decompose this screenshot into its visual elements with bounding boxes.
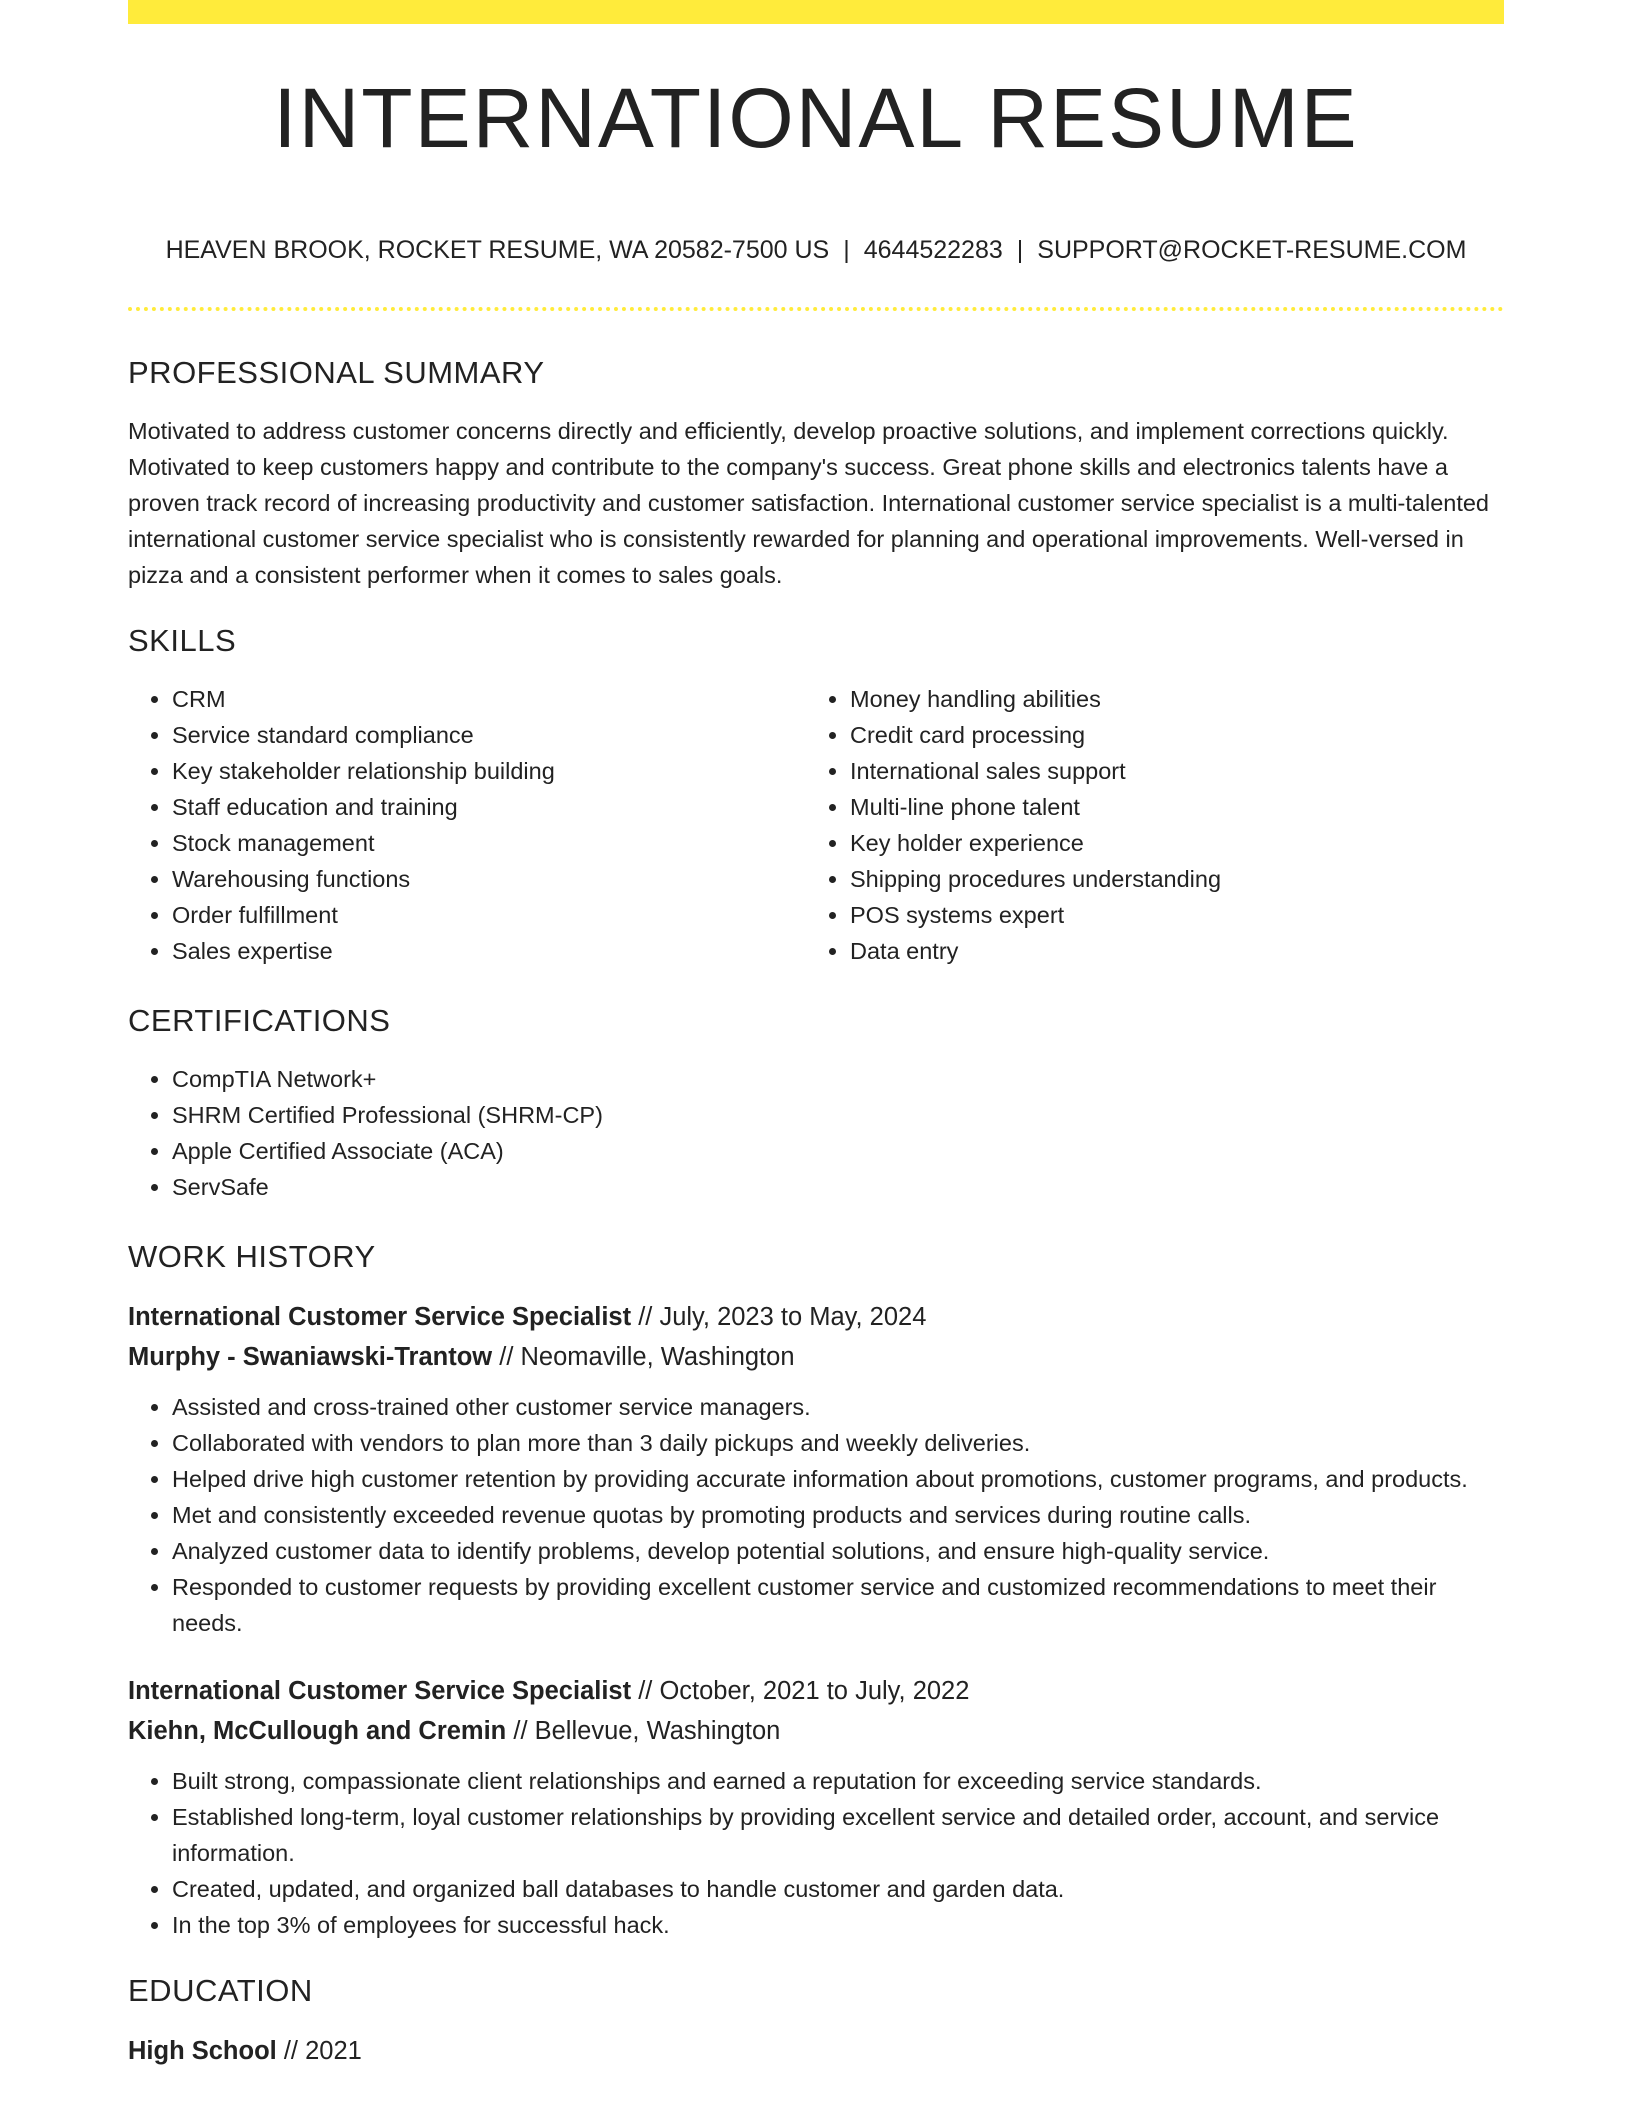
certifications-list xyxy=(128,1061,1504,1205)
job-entry xyxy=(128,1671,1504,1943)
job-dates: // July, 2023 to May, 2024 xyxy=(638,1303,927,1331)
certification-item: • Apple Certified Associate (ACA) xyxy=(172,1133,1504,1169)
job-company-line xyxy=(128,1711,1504,1751)
skill-item: • Data entry xyxy=(850,933,1484,969)
section-title-education: EDUCATION xyxy=(128,1973,313,2008)
resume-content xyxy=(128,355,1504,2071)
skill-item: • Shipping procedures understanding xyxy=(850,861,1484,897)
skills-columns xyxy=(128,681,1504,969)
contact-separator: | xyxy=(1016,236,1024,264)
job-bullet: • Collaborated with vendors to plan more than 3 daily pickups and weekly deliveries. xyxy=(172,1425,1504,1461)
skill-item: • International sales support xyxy=(850,753,1484,789)
contact-email: SUPPORT@ROCKET-RESUME.COM xyxy=(1037,236,1467,264)
certification-item: • SHRM Certified Professional (SHRM-CP) xyxy=(172,1097,1504,1133)
job-bullets xyxy=(128,1763,1504,1943)
job-bullet: • Met and consistently exceeded revenue quotas by promoting products and services during routine calls. xyxy=(172,1497,1504,1533)
summary-section xyxy=(128,355,1504,593)
job-role: International Customer Service Specialist xyxy=(128,1677,632,1705)
skill-item: • Credit card processing xyxy=(850,717,1484,753)
education-entry xyxy=(128,2031,1504,2071)
job-location: // Neomaville, Washington xyxy=(499,1343,795,1371)
skill-item: • Multi-line phone talent xyxy=(850,789,1484,825)
contact-line xyxy=(128,236,1504,265)
job-company: Kiehn, McCullough and Cremin xyxy=(128,1717,507,1745)
job-bullet: • Established long-term, loyal customer relationships by providing excellent service and detailed order, account, and service information. xyxy=(172,1799,1504,1871)
section-title-certifications: CERTIFICATIONS xyxy=(128,1003,391,1038)
skill-item: • Money handling abilities xyxy=(850,681,1484,717)
job-bullet: • In the top 3% of employees for successful hack. xyxy=(172,1907,1504,1943)
skill-item: • POS systems expert xyxy=(850,897,1484,933)
job-company-line xyxy=(128,1337,1504,1377)
contact-separator: | xyxy=(843,236,850,264)
skill-item: • Stock management xyxy=(172,825,806,861)
job-role: International Customer Service Specialist xyxy=(128,1303,632,1331)
skill-item: • Order fulfillment xyxy=(172,897,806,933)
job-company: Murphy - Swaniawski-Trantow xyxy=(128,1343,493,1371)
job-location: // Bellevue, Washington xyxy=(513,1717,781,1745)
contact-address: HEAVEN BROOK, ROCKET RESUME, WA 20582-7500 US xyxy=(165,236,830,264)
section-title-summary: PROFESSIONAL SUMMARY xyxy=(128,355,545,390)
skill-item: • CRM xyxy=(172,681,806,717)
certification-item: • ServSafe xyxy=(172,1169,1504,1205)
education-school: High School xyxy=(128,2037,277,2065)
work-history-section xyxy=(128,1239,1504,1943)
summary-text: Motivated to address customer concerns directly and efficiently, develop proactive solutions, and implement corrections quickly. Motivated to keep customers happy and contribute to the company's success. Great phone skills and electronics talents have a proven track record of increasing productivity and customer satisfaction. International customer service specialist is a multi-talented international customer service specialist who is consistently rewarded for planning and operational improvements. Well-versed in pizza and a consistent performer when it comes to sales goals. xyxy=(128,418,1490,588)
job-bullet: • Built strong, compassionate client relationships and earned a reputation for exceeding service standards. xyxy=(172,1763,1504,1799)
skills-list-left xyxy=(128,681,806,969)
job-entry xyxy=(128,1297,1504,1641)
job-bullet: • Analyzed customer data to identify problems, develop potential solutions, and ensure high-quality service. xyxy=(172,1533,1504,1569)
job-bullet: • Responded to customer requests by providing excellent customer service and customized recommendations to meet their needs. xyxy=(172,1569,1504,1641)
job-title-line xyxy=(128,1297,1504,1337)
education-year: // 2021 xyxy=(283,2037,362,2065)
skill-item: • Staff education and training xyxy=(172,789,806,825)
job-dates: // October, 2021 to July, 2022 xyxy=(638,1677,970,1705)
job-title-line xyxy=(128,1671,1504,1711)
section-title-skills: SKILLS xyxy=(128,623,237,658)
resume-title: INTERNATIONAL RESUME xyxy=(273,71,1359,165)
section-title-work-history: WORK HISTORY xyxy=(128,1239,376,1274)
skills-section xyxy=(128,623,1504,969)
job-bullet: • Assisted and cross-trained other customer service managers. xyxy=(172,1389,1504,1425)
certification-item: • CompTIA Network+ xyxy=(172,1061,1504,1097)
dotted-divider xyxy=(128,307,1504,311)
job-bullets xyxy=(128,1389,1504,1641)
skill-item: • Key stakeholder relationship building xyxy=(172,753,806,789)
accent-top-bar xyxy=(128,0,1504,24)
job-bullet: • Created, updated, and organized ball databases to handle customer and garden data. xyxy=(172,1871,1504,1907)
job-bullet: • Helped drive high customer retention by providing accurate information about promotions, customer programs, and products. xyxy=(172,1461,1504,1497)
skill-item: • Sales expertise xyxy=(172,933,806,969)
certifications-section xyxy=(128,1003,1504,1205)
skills-list-right xyxy=(806,681,1484,969)
contact-phone: 4644522283 xyxy=(863,236,1003,264)
education-section xyxy=(128,1973,1504,2071)
skill-item: • Service standard compliance xyxy=(172,717,806,753)
skill-item: • Warehousing functions xyxy=(172,861,806,897)
skill-item: • Key holder experience xyxy=(850,825,1484,861)
